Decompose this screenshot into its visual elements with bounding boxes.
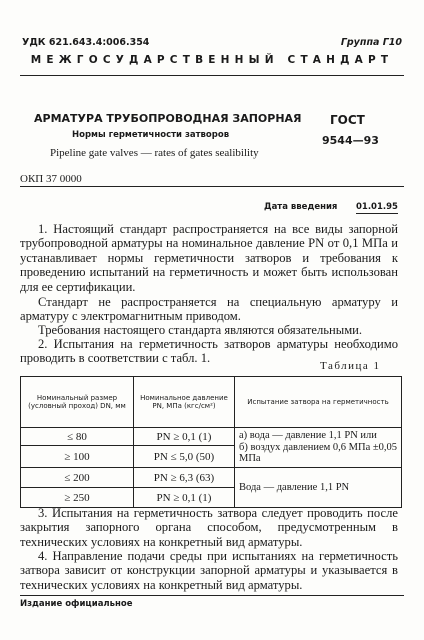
table-row [21, 468, 402, 488]
document-title: АРМАТУРА ТРУБОПРОВОДНАЯ ЗАПОРНАЯ [34, 112, 302, 125]
footer-rule [20, 595, 404, 596]
cell-dn: ≤ 80 [21, 428, 134, 446]
header-test: Испытание затвора на герметичность [235, 377, 402, 428]
paragraph-4: 2. Испытания на герметичность затворов арматуры необходимо проводить в соответствии с табл. 1. [20, 337, 398, 366]
paragraph-2: Стандарт не распространяется на специальную арматуру и арматуру с электромагнитным приводом. [20, 295, 398, 324]
header-dn: Номинальный размер (условный проход) DN, мм [21, 377, 134, 428]
gost-number: 9544—93 [322, 134, 379, 147]
cell-test-ab [235, 428, 402, 468]
table-caption: Таблица 1 [320, 360, 381, 372]
cell-pn: PN ≥ 6,3 (63) [134, 468, 235, 488]
table-header-row [21, 377, 402, 428]
paragraph-6: 4. Направление подачи среды при испытаниях на герметичность затвора зависит от конструкции запорной арматуры и указывается в технических условиях на конкретный вид арматуры. [20, 549, 398, 592]
paragraph-3: Требования настоящего стандарта являются обязательными. [38, 323, 363, 337]
cell-pn: PN ≥ 0,1 (1) [134, 488, 235, 508]
document-subtitle: Нормы герметичности затворов [72, 130, 230, 140]
cell-dn: ≥ 100 [21, 446, 134, 468]
gost-label: ГОСТ [330, 113, 365, 127]
paragraph-5: 3. Испытания на герметичность затвора следует проводить после закрытия запорного органа способом, предусмотренным в технических условиях на конкретный вид арматуры. [20, 506, 398, 549]
cell-test-water: Вода — давление 1,1 PN [235, 468, 402, 508]
header-pn: Номинальное давление PN, МПа (кгс/см²) [134, 377, 235, 428]
udk-code: УДК 621.643.4:006.354 [22, 37, 150, 48]
paragraph-1: 1. Настоящий стандарт распространяется на все виды запорной трубопроводной арматуры на номинальное давление PN от 0,1 МПа и устанавливает нормы герметичности затворов и требования к проведению испытаний на герметичность и может быть использован для ее сертификации. [20, 222, 398, 294]
cell-pn: PN ≤ 5,0 (50) [134, 446, 235, 468]
group-code: Группа Г10 [340, 37, 402, 48]
header-rule [20, 75, 404, 76]
standard-type-heading: МЕЖГОСУДАРСТВЕННЫЙ СТАНДАРТ [30, 54, 394, 66]
cell-dn: ≥ 250 [21, 488, 134, 508]
english-title: Pipeline gate valves — rates of gates sealibility [50, 147, 259, 159]
title-rule [20, 186, 404, 187]
cell-dn: ≤ 200 [21, 468, 134, 488]
okp-code: ОКП 37 0000 [20, 173, 82, 185]
official-edition-label: Издание официальное [20, 599, 133, 609]
pressure-test-table [20, 376, 402, 508]
test-option-b: б) воздух давлением 0,6 МПа ±0,05 МПа [239, 441, 398, 465]
date-value: 01.01.95 [356, 202, 398, 212]
date-label: Дата введения [264, 202, 338, 212]
test-option-a: а) вода — давление 1,1 PN или [239, 430, 377, 442]
cell-pn: PN ≥ 0,1 (1) [134, 428, 235, 446]
table-row [21, 428, 402, 446]
